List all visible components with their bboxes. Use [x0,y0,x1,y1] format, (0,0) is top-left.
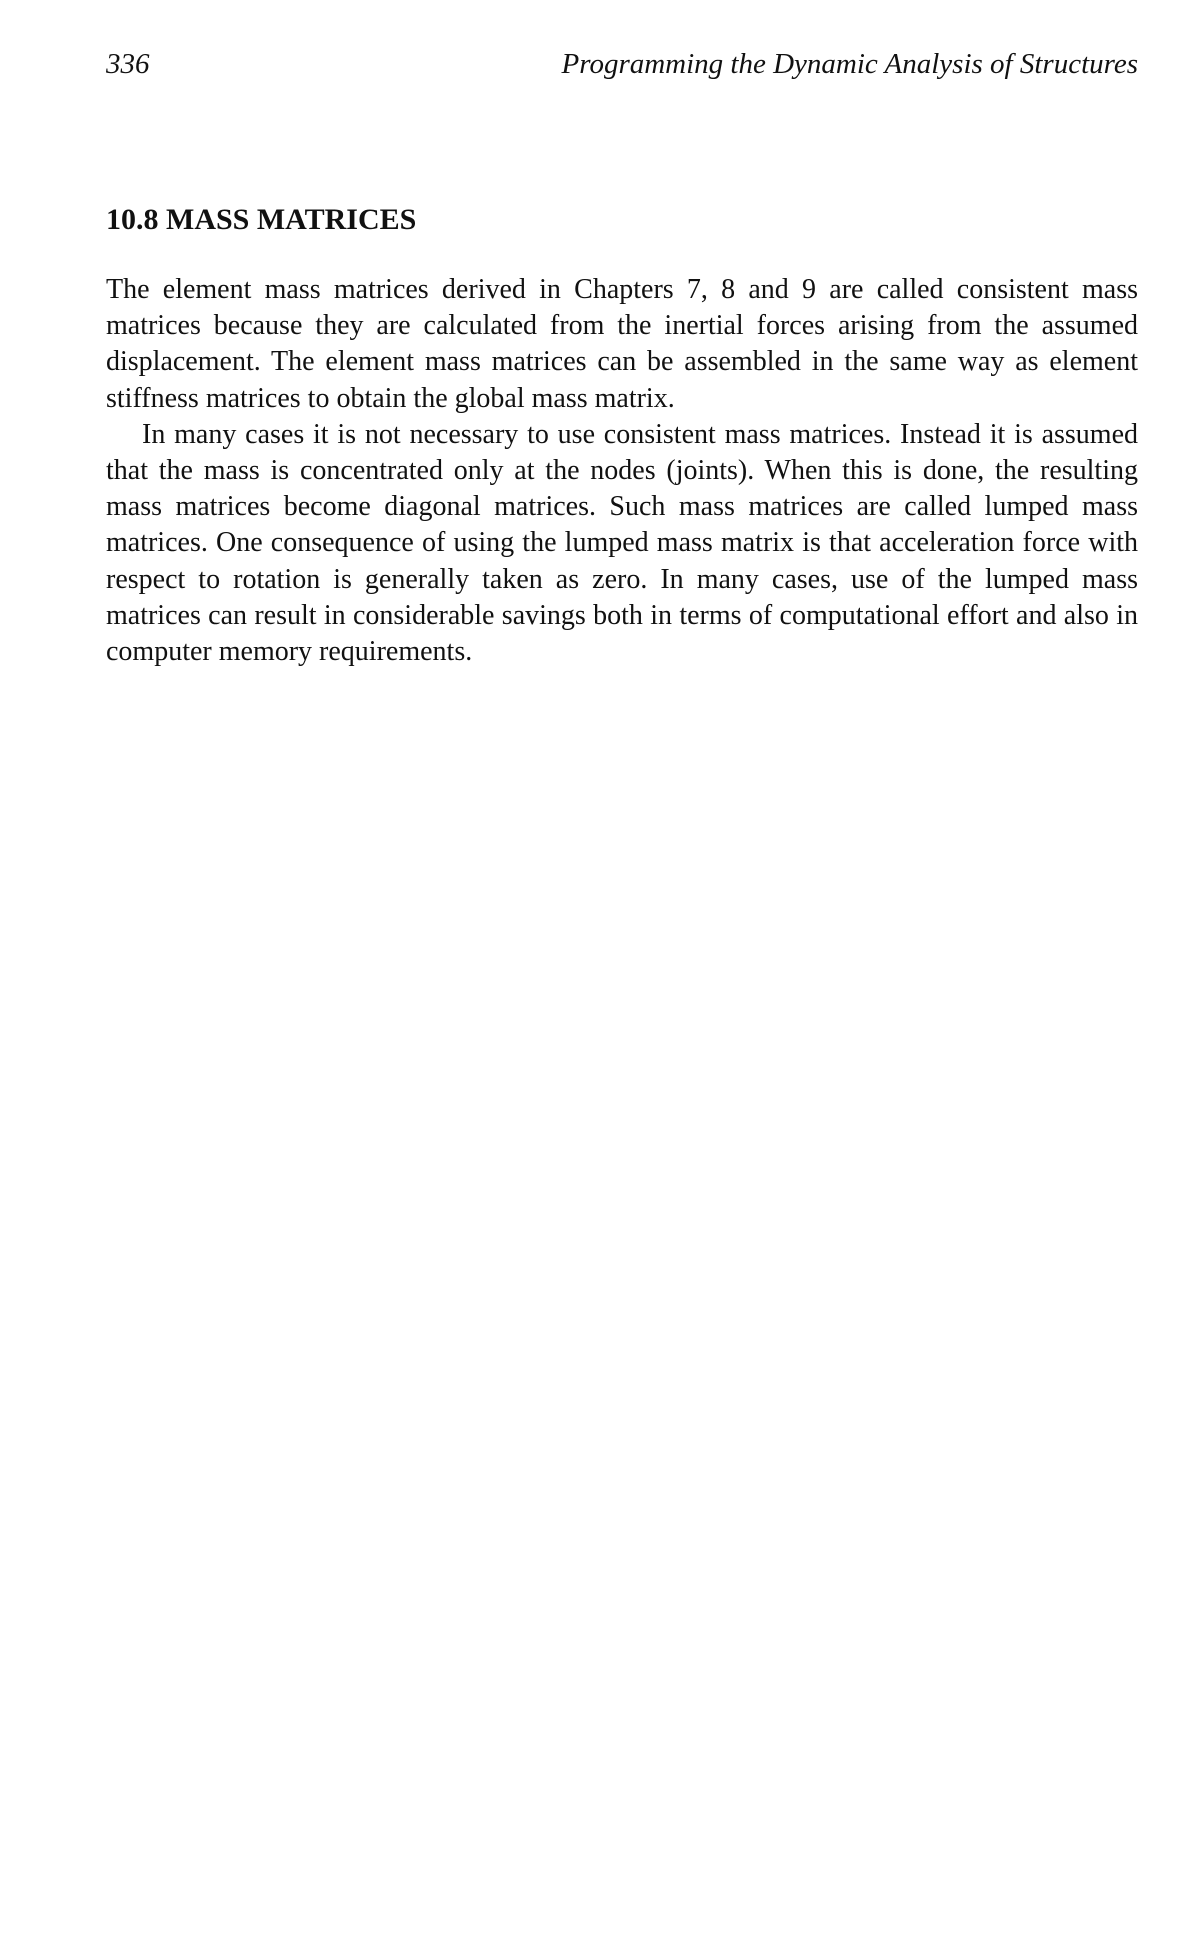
running-head [106,44,1138,84]
section-body [106,272,1138,670]
paragraph: The element mass matrices derived in Chapters 7, 8 and 9 are called consistent mass matrices because they are calculated from the inertial forces arising from the assumed displacement. The element mass matrices can be assembled in the same way as element stiffness matrices to obtain the global mass matrix. [106,274,1138,414]
section-heading: 10.8 MASS MATRICES [106,203,417,236]
paragraph: In many cases it is not necessary to use consistent mass matrices. Instead it is assumed that the mass is concentrated only at the nodes (joints). When this is done, the resulting mass matrices become diagonal matrices. Such mass matrices are called lumped mass matrices. One consequence of using the lumped mass matrix is that acceleration force with respect to rotation is generally taken as zero. In many cases, use of the lumped mass matrices can result in considerable savings both in terms of computational effort and also in computer memory requirements. [106,418,1138,668]
running-title: Programming the Dynamic Analysis of Structures [561,48,1138,80]
page-number: 336 [106,48,150,80]
